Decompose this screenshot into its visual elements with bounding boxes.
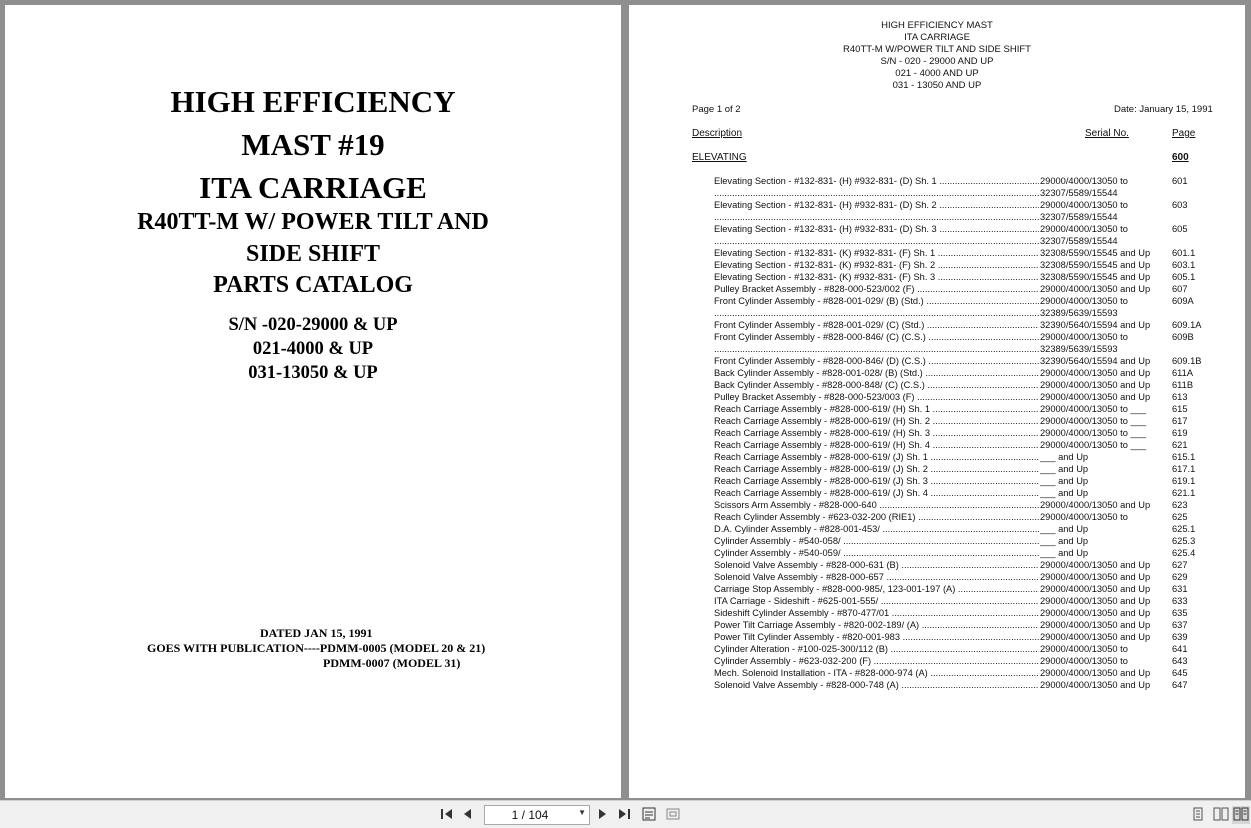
cover-title-line: MAST #19 [241, 127, 385, 162]
row-serial: 32389/5639/15593 [1040, 307, 1170, 319]
row-page: 605.1 [1172, 272, 1196, 282]
table-row [714, 391, 1234, 403]
row-description: Elevating Section - #132-831- (H) #932-831- (D) Sh. 1 ..... [714, 175, 1039, 187]
row-serial: 32308/5590/15545 and Up [1040, 259, 1170, 271]
row-serial: 29000/4000/13050 and Up [1040, 583, 1170, 595]
row-serial: 29000/4000/13050 and Up [1040, 607, 1170, 619]
row-serial: 29000/4000/13050 to [1040, 511, 1170, 523]
page-count-label: Page 1 of 2 [692, 104, 741, 115]
row-page: 625.4 [1172, 548, 1196, 558]
row-serial: 29000/4000/13050 and Up [1040, 667, 1170, 679]
cover-title-line: ITA CARRIAGE [199, 170, 427, 205]
table-row [714, 319, 1234, 331]
row-serial: 29000/4000/13050 to [1040, 295, 1170, 307]
row-description: Carriage Stop Assembly - #828-000-985/, 123-001-197 (A) ..... [714, 583, 1039, 595]
row-page: 613 [1172, 392, 1188, 402]
table-row [714, 211, 1234, 223]
row-description: Reach Carriage Assembly - #828-000-619/ (J) Sh. 1 ..... [714, 451, 1039, 463]
row-description: Back Cylinder Assembly - #828-000-848/ (C) (C.S.) ..... [714, 379, 1039, 391]
column-header-page: Page [1172, 128, 1196, 139]
section-page-number: 600 [1172, 152, 1189, 163]
section-label: ELEVATING [692, 152, 747, 163]
row-serial: 32307/5589/15544 [1040, 211, 1170, 223]
index-header-line: 031 - 13050 AND UP [892, 80, 982, 91]
row-serial: 29000/4000/13050 to [1040, 223, 1170, 235]
row-page: 643 [1172, 656, 1188, 666]
row-serial: 32308/5590/15545 and Up [1040, 271, 1170, 283]
row-description: Power Tilt Carriage Assembly - #820-002-189/ (A) ..... [714, 619, 1039, 631]
row-serial: 29000/4000/13050 to [1040, 655, 1170, 667]
row-description: Cylinder Alteration - #100-025-300/112 (B) ..... [714, 643, 1039, 655]
table-row [714, 187, 1234, 199]
row-page: 609B [1172, 332, 1194, 342]
row-page: 621 [1172, 440, 1188, 450]
row-serial: 29000/4000/13050 to [1040, 331, 1170, 343]
cover-serials [5, 313, 621, 385]
table-row [714, 283, 1234, 295]
row-description: Mech. Solenoid Installation - ITA - #828-000-974 (A) ..... [714, 667, 1039, 679]
fit-page-icon[interactable] [640, 806, 658, 824]
fit-width-icon[interactable] [664, 806, 682, 824]
row-serial: 29000/4000/13050 and Up [1040, 391, 1170, 403]
row-page: 603 [1172, 200, 1188, 210]
row-serial: 32308/5590/15545 and Up [1040, 247, 1170, 259]
table-row [714, 631, 1234, 643]
first-page-icon[interactable] [438, 806, 456, 824]
row-serial: 29000/4000/13050 and Up [1040, 619, 1170, 631]
row-description: Back Cylinder Assembly - #828-001-028/ (B) (Std.) ..... [714, 367, 1039, 379]
row-description: Solenoid Valve Assembly - #828-000-657 ..... [714, 571, 1039, 583]
table-row [714, 583, 1234, 595]
row-page: 623 [1172, 500, 1188, 510]
row-description [714, 187, 1039, 199]
row-serial: 29000/4000/13050 and Up [1040, 571, 1170, 583]
row-page: 641 [1172, 644, 1188, 654]
row-page: 639 [1172, 632, 1188, 642]
row-description: Reach Carriage Assembly - #828-000-619/ (J) Sh. 4 ..... [714, 487, 1039, 499]
cover-page [5, 5, 621, 798]
table-row [714, 427, 1234, 439]
row-serial: 32390/5640/15594 and Up [1040, 355, 1170, 367]
row-description: Cylinder Assembly - #540-058/ ..... [714, 535, 1039, 547]
row-description: Reach Carriage Assembly - #828-000-619/ (J) Sh. 3 ..... [714, 475, 1039, 487]
table-row [714, 379, 1234, 391]
row-serial: 29000/4000/13050 to ___ [1040, 403, 1170, 415]
row-description: Elevating Section - #132-831- (H) #932-831- (D) Sh. 3 ..... [714, 223, 1039, 235]
table-row [714, 535, 1234, 547]
row-page: 633 [1172, 596, 1188, 606]
row-serial: ___ and Up [1040, 535, 1170, 547]
table-row [714, 235, 1234, 247]
table-row [714, 487, 1234, 499]
table-row [714, 343, 1234, 355]
row-page: 611B [1172, 380, 1194, 390]
row-serial: ___ and Up [1040, 523, 1170, 535]
row-serial: 32389/5639/15593 [1040, 343, 1170, 355]
index-table [714, 175, 1234, 691]
row-description [714, 307, 1039, 319]
cover-dated: DATED JAN 15, 1991 [260, 626, 373, 640]
cover-subtitle-line: SIDE SHIFT [245, 240, 381, 267]
table-row [714, 331, 1234, 343]
row-page: 615.1 [1172, 452, 1196, 462]
table-row [714, 295, 1234, 307]
index-header-line: 021 - 4000 AND UP [895, 68, 979, 79]
row-serial: 29000/4000/13050 to ___ [1040, 439, 1170, 451]
cover-subtitle-line: R40TT-M W/ POWER TILT AND [137, 209, 489, 235]
table-row [714, 367, 1234, 379]
table-row [714, 679, 1234, 691]
index-header-line: S/N - 020 - 29000 AND UP [880, 56, 994, 67]
table-row [714, 643, 1234, 655]
row-description: Reach Cylinder Assembly - #623-032-200 (RIE1) ..... [714, 511, 1039, 523]
single-page-icon[interactable] [1189, 806, 1207, 824]
table-row [714, 571, 1234, 583]
row-description: Front Cylinder Assembly - #828-001-029/ (B) (Std.) ..... [714, 295, 1039, 307]
row-description: Pulley Bracket Assembly - #828-000-523/002 (F) ..... [714, 283, 1039, 295]
table-row [714, 559, 1234, 571]
table-row [714, 415, 1234, 427]
row-description: Elevating Section - #132-831- (K) #932-831- (F) Sh. 3 ..... [714, 271, 1039, 283]
page-number-input[interactable] [485, 806, 575, 824]
row-serial: ___ and Up [1040, 463, 1170, 475]
row-page: 625 [1172, 512, 1188, 522]
table-row [714, 259, 1234, 271]
table-row [714, 595, 1234, 607]
row-description [714, 235, 1039, 247]
table-row [714, 175, 1234, 187]
row-page: 619 [1172, 428, 1188, 438]
row-page: 611A [1172, 368, 1194, 378]
table-row [714, 199, 1234, 211]
two-page-icon[interactable] [1212, 806, 1230, 824]
row-page: 617 [1172, 416, 1188, 426]
row-page: 635 [1172, 608, 1188, 618]
row-page: 601.1 [1172, 248, 1196, 258]
table-row [714, 307, 1234, 319]
row-serial: 29000/4000/13050 to [1040, 175, 1170, 187]
row-description: Front Cylinder Assembly - #828-000-846/ (C) (C.S.) ..... [714, 331, 1039, 343]
chevron-down-icon[interactable]: ▼ [578, 808, 586, 817]
row-description: Elevating Section - #132-831- (K) #932-831- (F) Sh. 2 ..... [714, 259, 1039, 271]
table-row [714, 547, 1234, 559]
row-description: Reach Carriage Assembly - #828-000-619/ (H) Sh. 1 ..... [714, 403, 1039, 415]
row-page: 619.1 [1172, 476, 1196, 486]
row-description: Reach Carriage Assembly - #828-000-619/ (H) Sh. 2 ..... [714, 415, 1039, 427]
table-row [714, 271, 1234, 283]
row-serial: ___ and Up [1040, 451, 1170, 463]
row-description: D.A. Cylinder Assembly - #828-001-453/ ..... [714, 523, 1039, 535]
row-serial: 29000/4000/13050 to ___ [1040, 427, 1170, 439]
row-page: 601 [1172, 176, 1188, 186]
two-page-cover-icon[interactable] [1232, 806, 1250, 824]
row-serial: 29000/4000/13050 and Up [1040, 559, 1170, 571]
row-description: Sideshift Cylinder Assembly - #870-477/01 ..... [714, 607, 1039, 619]
row-page: 645 [1172, 668, 1188, 678]
cover-title [5, 80, 621, 209]
table-row [714, 523, 1234, 535]
table-row [714, 403, 1234, 415]
row-serial: 29000/4000/13050 and Up [1040, 379, 1170, 391]
row-serial: 29000/4000/13050 to ___ [1040, 415, 1170, 427]
row-description: Elevating Section - #132-831- (K) #932-831- (F) Sh. 1 ..... [714, 247, 1039, 259]
prev-page-icon[interactable] [459, 806, 477, 824]
cover-pdmm-second: PDMM-0007 (MODEL 31) [323, 656, 461, 670]
row-description: Power Tilt Cylinder Assembly - #820-001-983 ..... [714, 631, 1039, 643]
cover-subtitle-line: PARTS CATALOG [213, 272, 413, 298]
row-description: Reach Carriage Assembly - #828-000-619/ (J) Sh. 2 ..... [714, 463, 1039, 475]
row-serial: 29000/4000/13050 and Up [1040, 367, 1170, 379]
row-page: 637 [1172, 620, 1188, 630]
row-serial: ___ and Up [1040, 547, 1170, 559]
row-page: 603.1 [1172, 260, 1196, 270]
table-row [714, 511, 1234, 523]
row-page: 609.1A [1172, 320, 1202, 330]
index-page [629, 5, 1245, 798]
row-description: Cylinder Assembly - #623-032-200 (F) ..... [714, 655, 1039, 667]
row-description: Elevating Section - #132-831- (H) #932-831- (D) Sh. 2 ..... [714, 199, 1039, 211]
row-serial: 29000/4000/13050 to [1040, 199, 1170, 211]
row-serial: 29000/4000/13050 and Up [1040, 679, 1170, 691]
page-number-field[interactable] [484, 805, 590, 825]
row-description [714, 211, 1039, 223]
row-serial: ___ and Up [1040, 475, 1170, 487]
row-page: 629 [1172, 572, 1188, 582]
table-row [714, 223, 1234, 235]
row-serial: 29000/4000/13050 to [1040, 643, 1170, 655]
row-serial: 32390/5640/15594 and Up [1040, 319, 1170, 331]
table-row [714, 619, 1234, 631]
row-description: Front Cylinder Assembly - #828-001-029/ (C) (Std.) ..... [714, 319, 1039, 331]
table-row [714, 667, 1234, 679]
row-description: Cylinder Assembly - #540-059/ ..... [714, 547, 1039, 559]
row-page: 625.3 [1172, 536, 1196, 546]
row-page: 621.1 [1172, 488, 1196, 498]
row-description: Front Cylinder Assembly - #828-000-846/ (D) (C.S.) ..... [714, 355, 1039, 367]
cover-serial-line: 031-13050 & UP [248, 363, 378, 383]
row-serial: 29000/4000/13050 and Up [1040, 631, 1170, 643]
table-row [714, 439, 1234, 451]
cover-serial-line: S/N -020-29000 & UP [228, 315, 398, 335]
row-page: 631 [1172, 584, 1188, 594]
index-header-line: HIGH EFFICIENCY MAST [881, 20, 993, 31]
row-serial: 29000/4000/13050 and Up [1040, 499, 1170, 511]
table-row [714, 247, 1234, 259]
row-description: Reach Carriage Assembly - #828-000-619/ (H) Sh. 3 ..... [714, 427, 1039, 439]
row-serial: ___ and Up [1040, 487, 1170, 499]
row-page: 647 [1172, 680, 1188, 690]
date-label: Date: January 15, 1991 [1114, 104, 1213, 115]
table-row [714, 475, 1234, 487]
table-row [714, 607, 1234, 619]
row-page: 627 [1172, 560, 1188, 570]
index-header [629, 20, 1245, 92]
column-header-serial: Serial No. [1085, 128, 1129, 139]
row-description [714, 343, 1039, 355]
cover-goes-with: GOES WITH PUBLICATION----PDMM-0005 (MODEL 20 & 21) [147, 641, 486, 655]
row-page: 607 [1172, 284, 1188, 294]
row-description: ITA Carriage - Sideshift - #625-001-555/ ..... [714, 595, 1039, 607]
row-serial: 32307/5589/15544 [1040, 235, 1170, 247]
table-row [714, 499, 1234, 511]
row-serial: 29000/4000/13050 and Up [1040, 283, 1170, 295]
cover-serial-line: 021-4000 & UP [252, 339, 374, 359]
row-page: 625.1 [1172, 524, 1196, 534]
table-row [714, 655, 1234, 667]
column-header-description: Description [692, 128, 743, 139]
table-row [714, 451, 1234, 463]
table-row [714, 355, 1234, 367]
next-page-icon[interactable] [593, 806, 611, 824]
table-row [714, 463, 1234, 475]
row-page: 617.1 [1172, 464, 1196, 474]
row-description: Solenoid Valve Assembly - #828-000-748 (A) ..... [714, 679, 1039, 691]
viewer-toolbar [0, 800, 1251, 828]
row-description: Reach Carriage Assembly - #828-000-619/ (H) Sh. 4 ..... [714, 439, 1039, 451]
row-page: 605 [1172, 224, 1188, 234]
row-description: Solenoid Valve Assembly - #828-000-631 (B) ..... [714, 559, 1039, 571]
cover-subtitle [5, 207, 621, 302]
row-page: 615 [1172, 404, 1188, 414]
index-header-line: R40TT-M W/POWER TILT AND SIDE SHIFT [843, 44, 1031, 55]
cover-title-line: HIGH EFFICIENCY [170, 84, 456, 119]
row-page: 609A [1172, 296, 1194, 306]
row-page: 609.1B [1172, 356, 1202, 366]
row-serial: 29000/4000/13050 and Up [1040, 595, 1170, 607]
last-page-icon[interactable] [615, 806, 633, 824]
row-description: Scissors Arm Assembly - #828-000-640 ..... [714, 499, 1039, 511]
row-serial: 32307/5589/15544 [1040, 187, 1170, 199]
index-header-line: ITA CARRIAGE [904, 32, 970, 43]
row-description: Pulley Bracket Assembly - #828-000-523/003 (F) ..... [714, 391, 1039, 403]
